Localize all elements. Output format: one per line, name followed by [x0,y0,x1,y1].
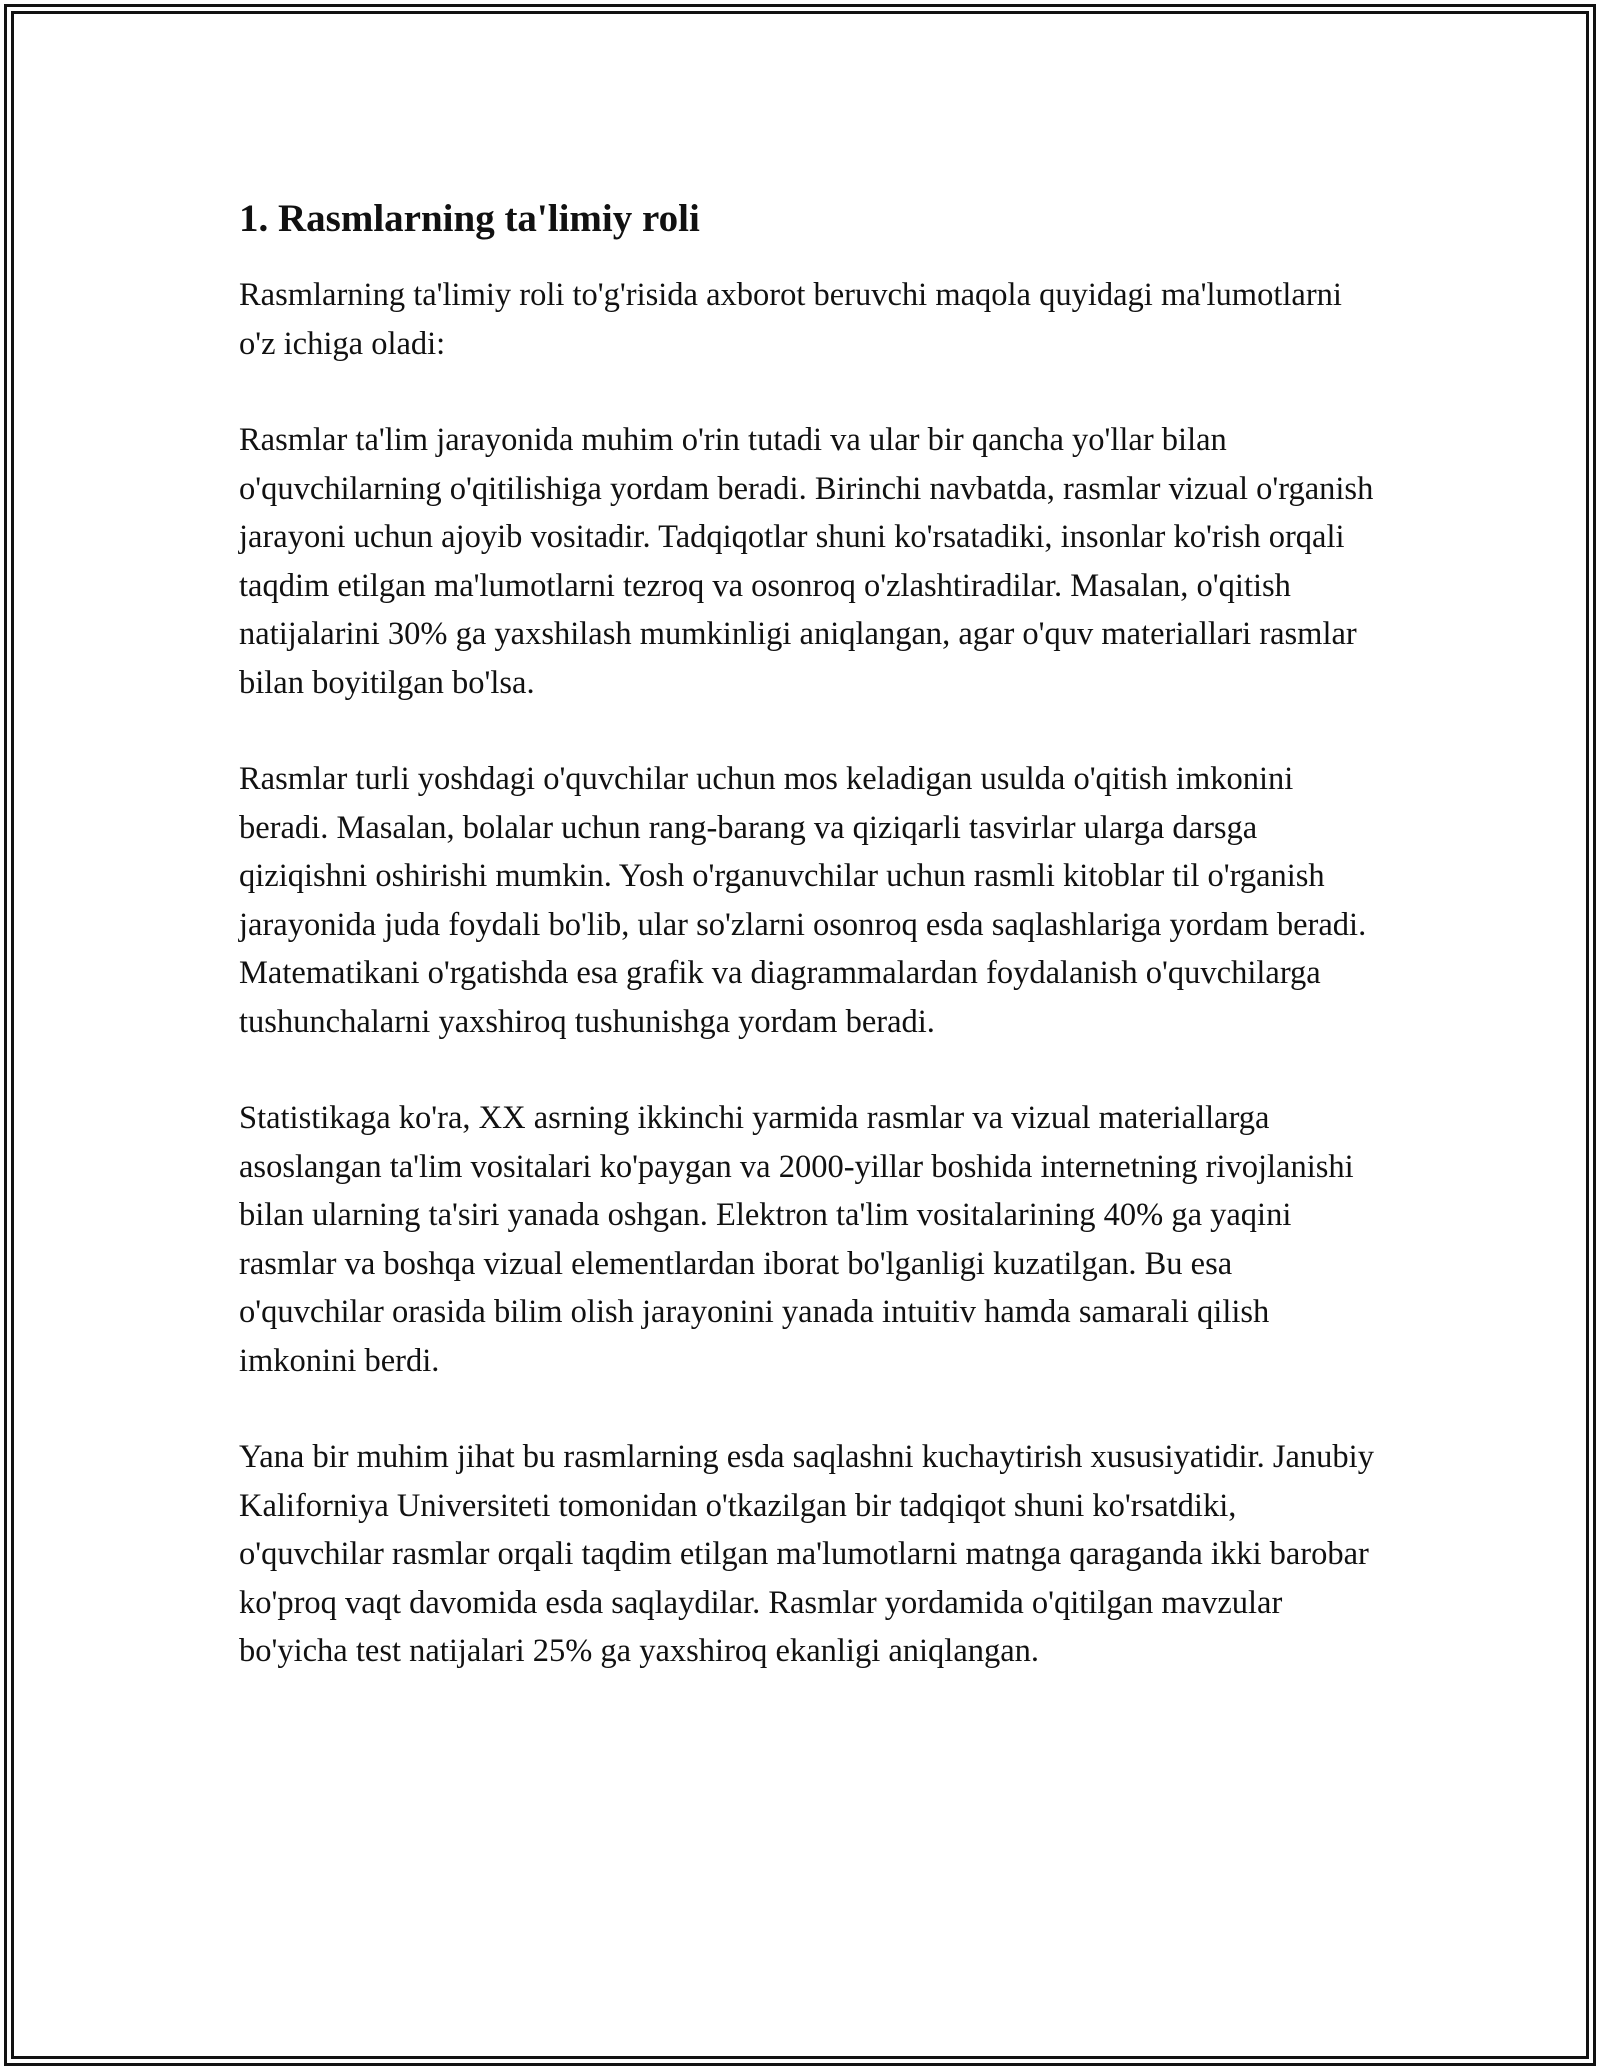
paragraph-intro: Rasmlarning ta'limiy roli to'g'risida axborot beruvchi maqola quyidagi ma'lumotlarni o'z ichiga oladi: [239,277,1342,362]
page-frame [4,4,1596,2066]
document-body [239,189,1374,1724]
paragraph-visual-learning: Rasmlar ta'lim jarayonida muhim o'rin tutadi va ular bir qancha yo'llar bilan o'quvchilarning o'qitilishiga yordam beradi. Birinchi navbatda, rasmlar vizual o'rganish jarayoni uchun ajoyib vositadir. Tadqiqotlar shuni ko'rsatadiki, insonlar ko'rish orqali taqdim etilgan ma'lumotlarni tezroq va osonroq o'zlashtiradilar. Masalan, o'qitish natijalarini 30% ga yaxshilash mumkinligi aniqlangan, agar o'quv materiallari rasmlar bilan boyitilgan bo'lsa. [239,422,1374,701]
section-heading: 1. Rasmlarning ta'limiy roli [239,197,700,240]
paragraph-memory-retention: Yana bir muhim jihat bu rasmlarning esda saqlashni kuchaytirish xususiyatidir. Janubiy Kaliforniya Universiteti tomonidan o'tkazilgan bir tadqiqot shuni ko'rsatdiki, o'quvchilar rasmlar orqali taqdim etilgan ma'lumotlarni matnga qaraganda ikki barobar ko'proq vaqt davomida esda saqlaydilar. Rasmlar yordamida o'qitilgan mavzular bo'yicha test natijalari 25% ga yaxshiroq ekanligi aniqlangan. [239,1439,1374,1669]
paragraph-age-groups: Rasmlar turli yoshdagi o'quvchilar uchun mos keladigan usulda o'qitish imkonini beradi. Masalan, bolalar uchun rang-barang va qiziqarli tasvirlar ularga darsga qiziqishni oshirishi mumkin. Yosh o'rganuvchilar uchun rasmli kitoblar til o'rganish jarayonida juda foydali bo'lib, ular so'zlarni osonroq esda saqlashlariga yordam beradi. Matematikani o'rgatishda esa grafik va diagrammalardan foydalanish o'quvchilarga tushunchalarni yaxshiroq tushunishga yordam beradi. [239,761,1367,1040]
paragraph-statistics: Statistikaga ko'ra, XX asrning ikkinchi yarmida rasmlar va vizual materiallarga asoslangan ta'lim vositalari ko'paygan va 2000-yillar boshida internetning rivojlanishi bilan ularning ta'siri yanada oshgan. Elektron ta'lim vositalarining 40% ga yaqini rasmlar va boshqa vizual elementlardan iborat bo'lganligi kuzatilgan. Bu esa o'quvchilar orasida bilim olish jarayonini yanada intuitiv hamda samarali qilish imkonini berdi. [239,1100,1354,1379]
